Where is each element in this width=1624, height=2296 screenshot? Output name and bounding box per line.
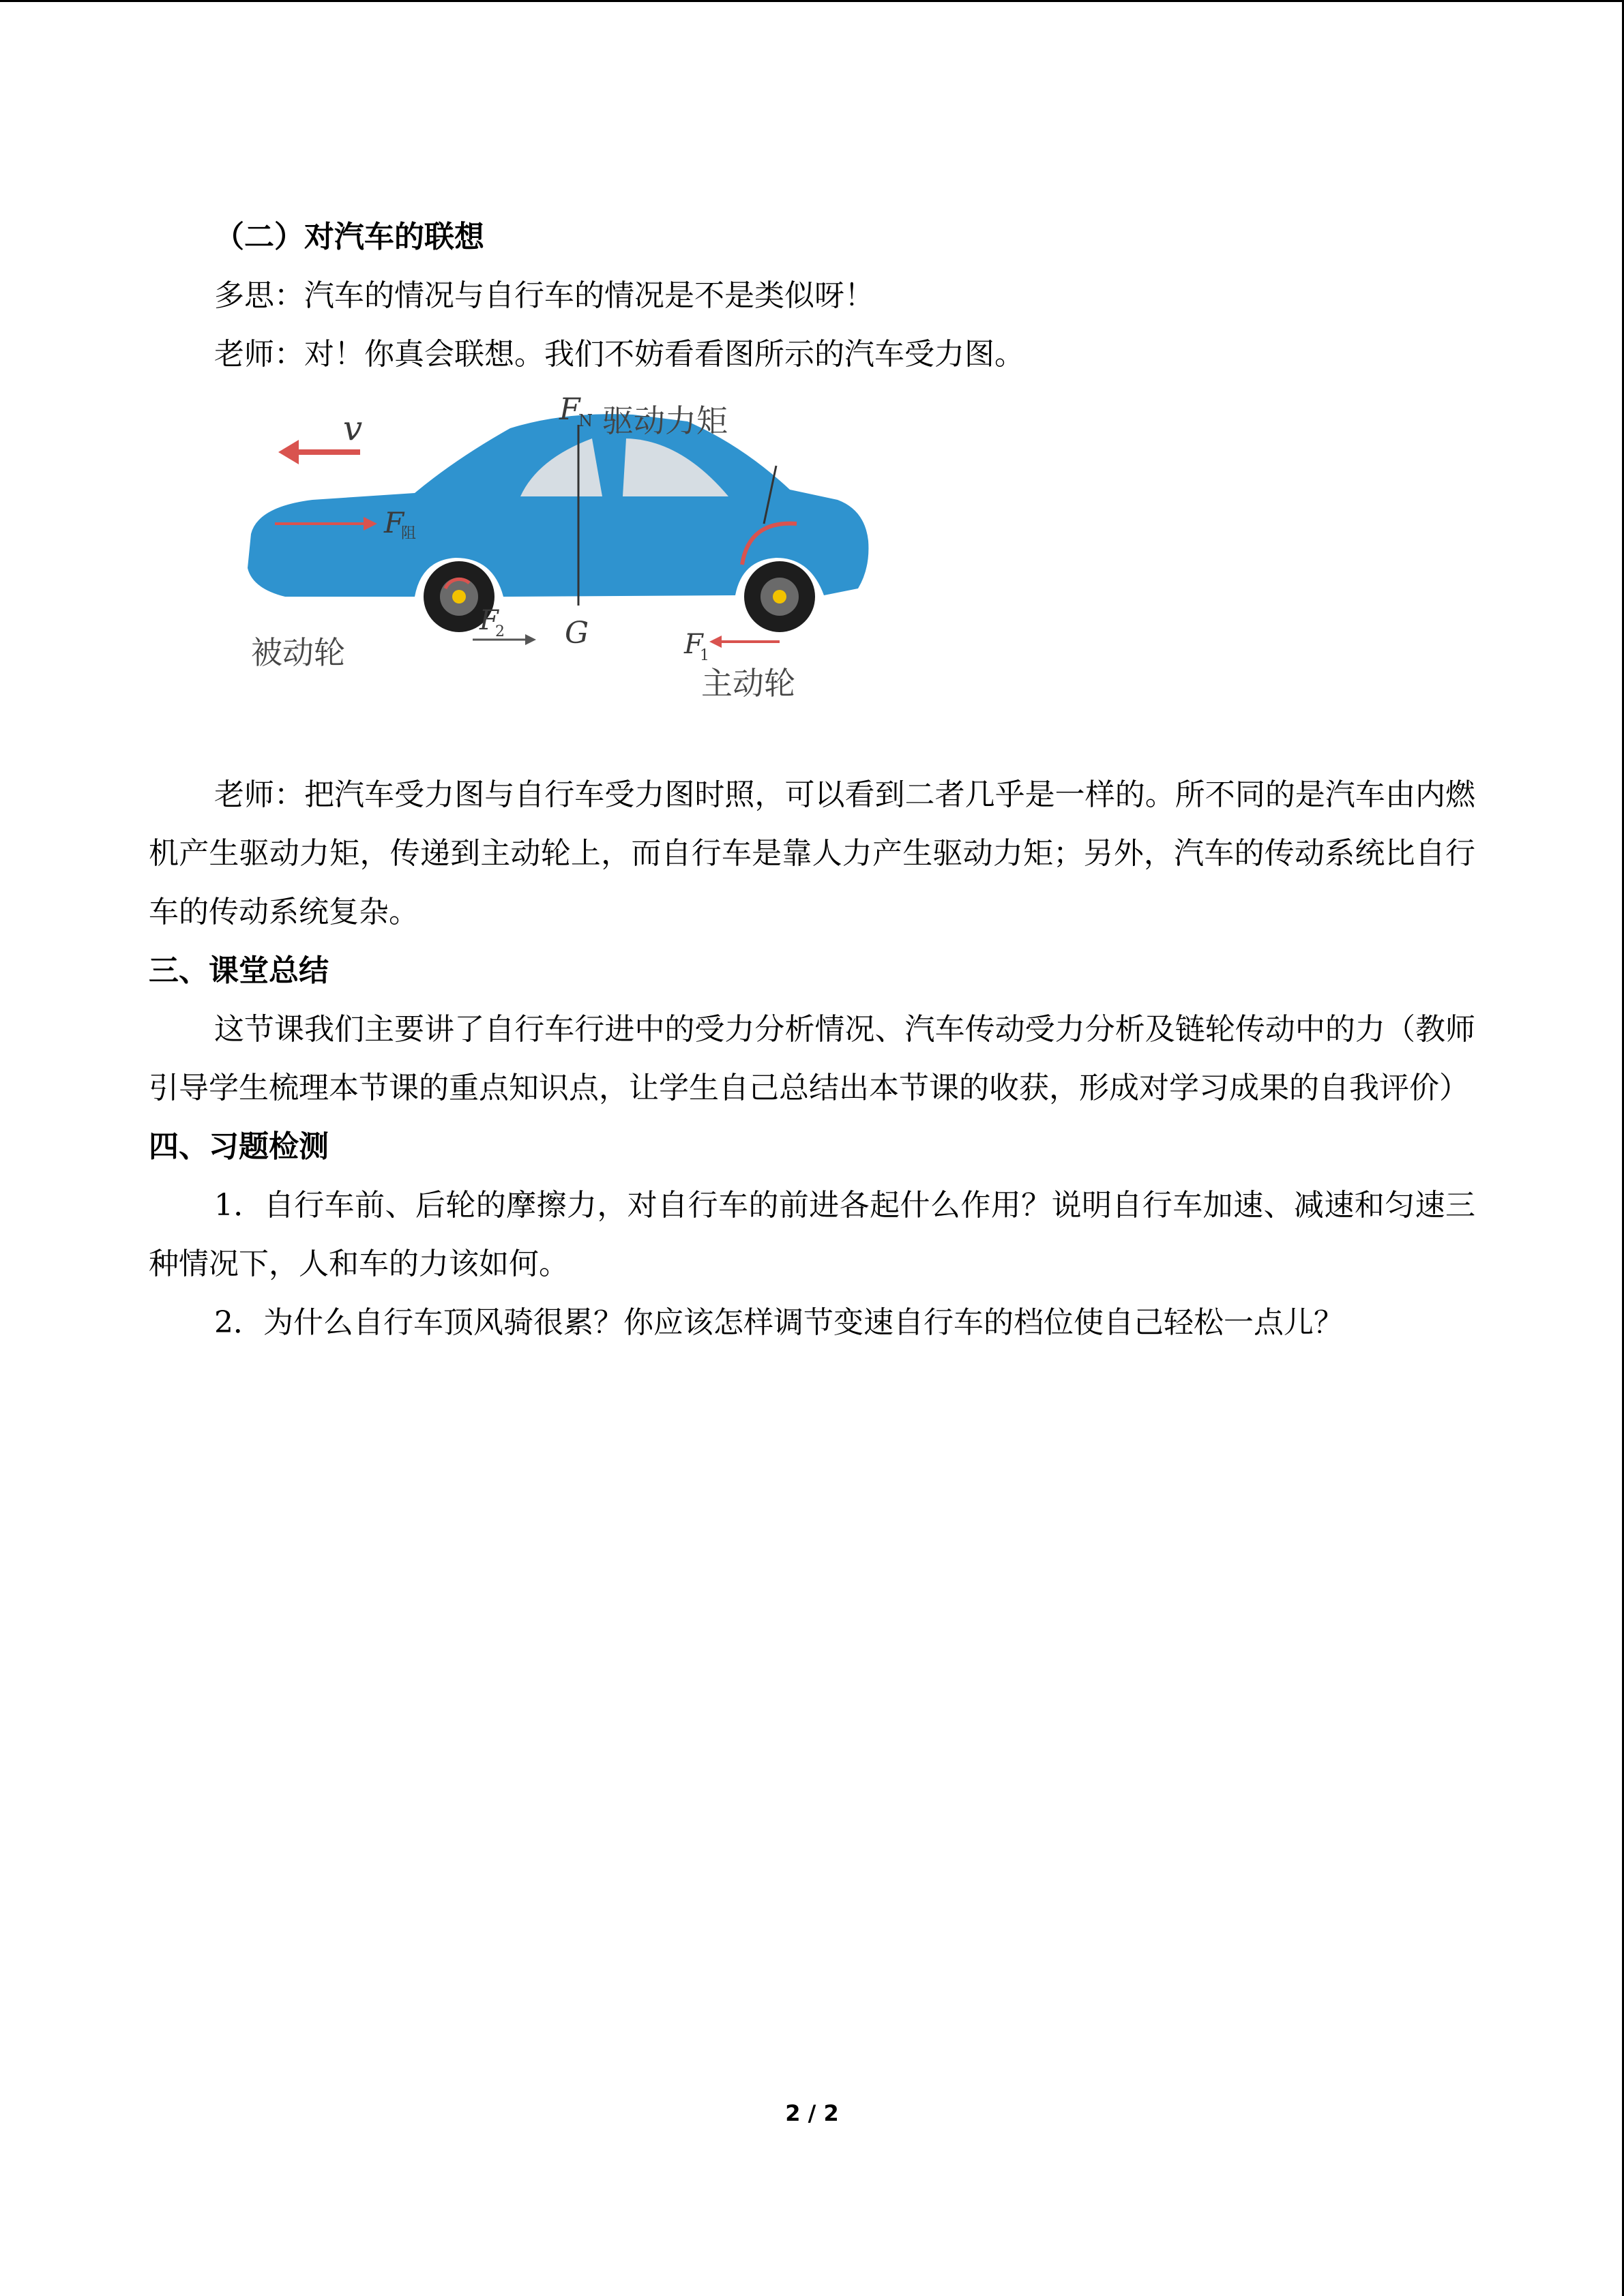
section-2-heading: （二）对汽车的联想 — [214, 220, 484, 254]
exercise-1: 1．自行车前、后轮的摩擦力，对自行车的前进各起什么作用？说明自行车加速、减速和匀速三种情况下，人和车的力该如何。 — [149, 1188, 1475, 1281]
car-force-diagram — [210, 384, 919, 752]
section-3-heading: 三、课堂总结 — [149, 953, 329, 988]
document-body — [149, 208, 1475, 1352]
label-f2: F — [479, 605, 499, 636]
page-number: 2 / 2 — [785, 2100, 839, 2126]
label-driving-wheel: 主动轮 — [701, 665, 795, 702]
page-border-top — [0, 0, 1624, 2]
label-fn: F — [559, 392, 580, 427]
label-f1: F — [684, 629, 703, 660]
paragraph-summary: 这节课我们主要讲了自行车行进中的受力分析情况、汽车传动受力分析及链轮传动中的力（教师引导学生梳理本节课的重点知识点，让学生自己总结出本节课的收获，形成对学习成果的自我评价） — [149, 1012, 1475, 1105]
label-fn-sub: N — [578, 411, 593, 430]
label-f2-sub: 2 — [495, 623, 505, 640]
label-fzu: F — [384, 506, 404, 539]
label-torque: 驱动力矩 — [602, 402, 728, 439]
front-wheel-driving — [744, 561, 815, 632]
dialogue-duosi: 多思：汽车的情况与自行车的情况是不是类似呀！ — [214, 278, 874, 313]
label-g: G — [565, 616, 589, 651]
dialogue-teacher-1: 老师：对！你真会联想。我们不妨看看图所示的汽车受力图。 — [214, 337, 1024, 372]
paragraph-teacher-2: 老师：把汽车受力图与自行车受力图时照，可以看到二者几乎是一样的。所不同的是汽车由内燃机产生驱动力矩，传递到主动轮上，而自行车是靠人力产生驱动力矩；另外，汽车的传动系统比自行车的传动系统复杂。 — [149, 777, 1475, 929]
figure-container — [149, 384, 1475, 766]
label-f1-sub: 1 — [700, 647, 709, 664]
label-fzu-sub: 阻 — [401, 525, 417, 542]
section-4-heading: 四、习题检测 — [149, 1129, 329, 1164]
label-passive-wheel: 被动轮 — [251, 634, 345, 671]
label-v: v — [343, 408, 363, 448]
exercise-2: 2．为什么自行车顶风骑很累？你应该怎样调节变速自行车的档位使自己轻松一点儿？ — [214, 1305, 1344, 1340]
